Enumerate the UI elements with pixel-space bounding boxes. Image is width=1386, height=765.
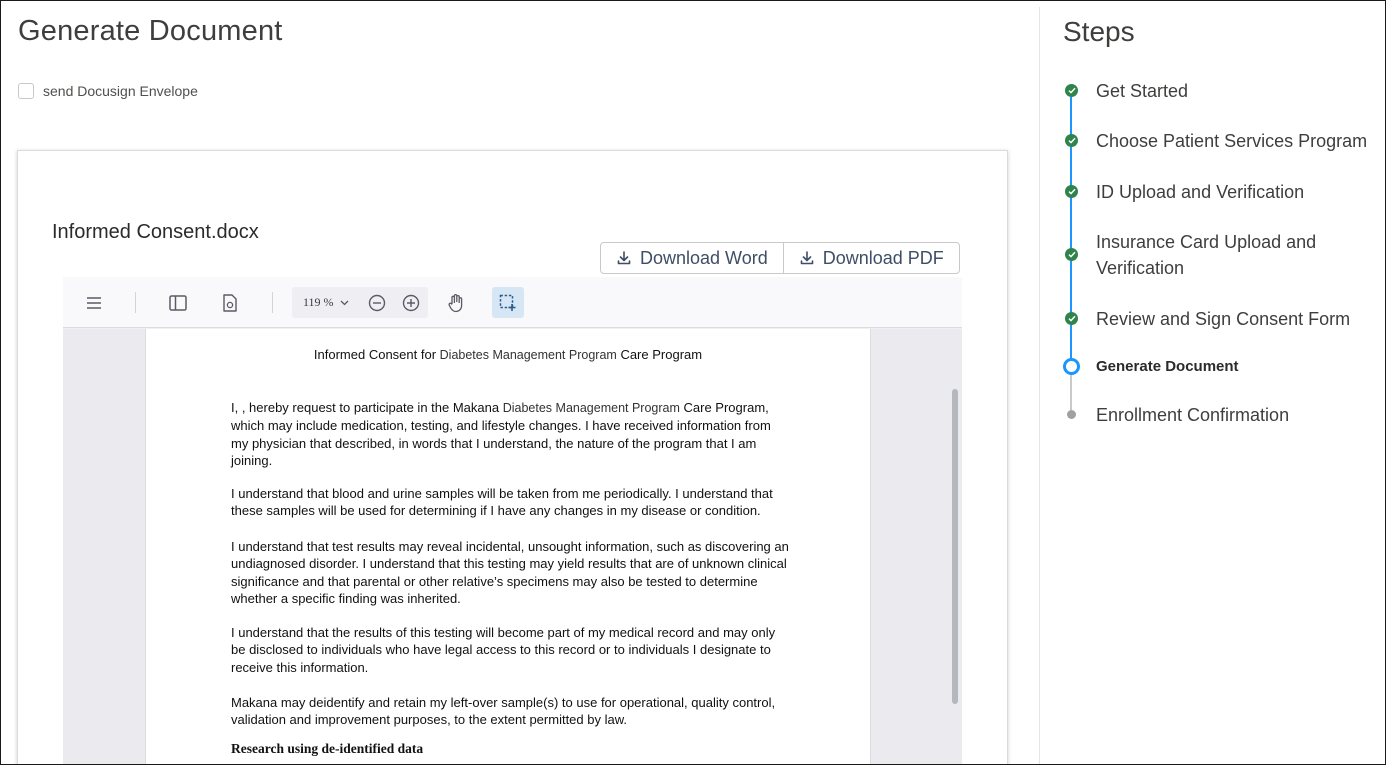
zoom-in-icon[interactable]: [400, 287, 422, 318]
step-upcoming-dot-icon: [1067, 410, 1076, 419]
paragraph-text: I, , hereby request to participate in the Makana: [231, 400, 503, 415]
step-complete-check-icon: [1065, 312, 1078, 325]
program-name: Diabetes Management Program: [502, 401, 680, 415]
pdf-page-area[interactable]: [63, 329, 962, 765]
step-complete-check-icon: [1065, 84, 1078, 97]
step-complete-check-icon: [1065, 134, 1078, 147]
program-name: Diabetes Management Program: [439, 348, 617, 362]
step-generate-document: Generate Document: [1096, 358, 1239, 375]
download-icon: [616, 250, 632, 266]
sidebar-toggle-icon[interactable]: [165, 287, 191, 318]
docusign-label: send Docusign Envelope: [43, 83, 198, 99]
document-card: [17, 150, 1008, 765]
document-filename: Informed Consent.docx: [52, 221, 259, 243]
download-pdf-label: Download PDF: [822, 247, 944, 268]
main-panel: [1, 1, 1039, 765]
toolbar-divider: [272, 292, 273, 313]
page-heading-prefix: Informed Consent for: [313, 347, 440, 362]
page-title: Generate Document: [18, 15, 283, 47]
pdf-viewer: [63, 277, 962, 765]
zoom-level[interactable]: 119 %: [303, 295, 334, 309]
find-document-icon[interactable]: [217, 287, 243, 318]
chevron-down-icon[interactable]: [337, 287, 351, 318]
toolbar-divider: [135, 292, 136, 313]
steps-title: Steps: [1063, 16, 1135, 47]
hand-tool-icon[interactable]: [444, 287, 468, 318]
download-pdf-button[interactable]: [783, 243, 959, 273]
step-enrollment-confirmation: Enrollment Confirmation: [1096, 405, 1290, 425]
consent-paragraph: I understand that test results may reveal incidental, unsought information, such as discovering an undiagnosed disorder. I understand that this testing may yield results that are of unknown clinical significance and that parental or other relative’s specimens may also be tested to determine whether a specific finding was inherited.: [231, 539, 789, 606]
page-heading-suffix: Care Program: [616, 347, 703, 362]
download-button-group: [600, 242, 960, 274]
consent-paragraph: [231, 399, 791, 469]
step-get-started: Get Started: [1096, 81, 1189, 101]
section-heading: Research using de-identified data: [231, 741, 424, 756]
select-region-icon[interactable]: [492, 287, 524, 318]
download-word-label: Download Word: [640, 247, 768, 268]
step-id-upload: ID Upload and Verification: [1096, 182, 1305, 202]
step-complete-check-icon: [1065, 185, 1078, 198]
docusign-checkbox[interactable]: [18, 83, 34, 99]
pdf-toolbar: [63, 277, 962, 328]
menu-icon[interactable]: [81, 287, 107, 318]
consent-paragraph: Makana may deidentify and retain my left-over sample(s) to use for operational, quality control, validation and improvement purposes, to the extent permitted by law.: [231, 695, 776, 728]
pdf-scrollbar[interactable]: [952, 389, 958, 704]
step-current-indicator-icon: [1063, 358, 1080, 375]
pdf-page: [145, 329, 871, 765]
panel-divider: [1039, 7, 1040, 765]
consent-paragraph: I understand that the results of this testing will become part of my medical record and may only be disclosed to individuals who have legal access to this record or to individuals I designate to receive this information.: [231, 625, 776, 675]
step-insurance-upload: Insurance Card Upload and Verification: [1096, 232, 1317, 278]
consent-paragraph: I understand that blood and urine samples will be taken from me periodically. I understand that these samples will be used for determining if I have any changes in my disease or condition.: [231, 486, 773, 519]
paragraph-text: Care Program, which may include medication, testing, and lifestyle changes. I have received information from my physician that described, in words that I understand, the nature of the program that I am joining.: [231, 400, 771, 468]
zoom-out-icon[interactable]: [366, 287, 388, 318]
progress-rail-upcoming: [1070, 374, 1072, 410]
download-icon: [799, 250, 815, 266]
step-complete-check-icon: [1065, 248, 1078, 261]
page-heading: [146, 347, 870, 362]
docusign-option[interactable]: [18, 83, 198, 99]
download-word-button[interactable]: [601, 243, 783, 273]
step-choose-program: Choose Patient Services Program: [1096, 131, 1368, 151]
step-review-sign: Review and Sign Consent Form: [1096, 309, 1351, 329]
